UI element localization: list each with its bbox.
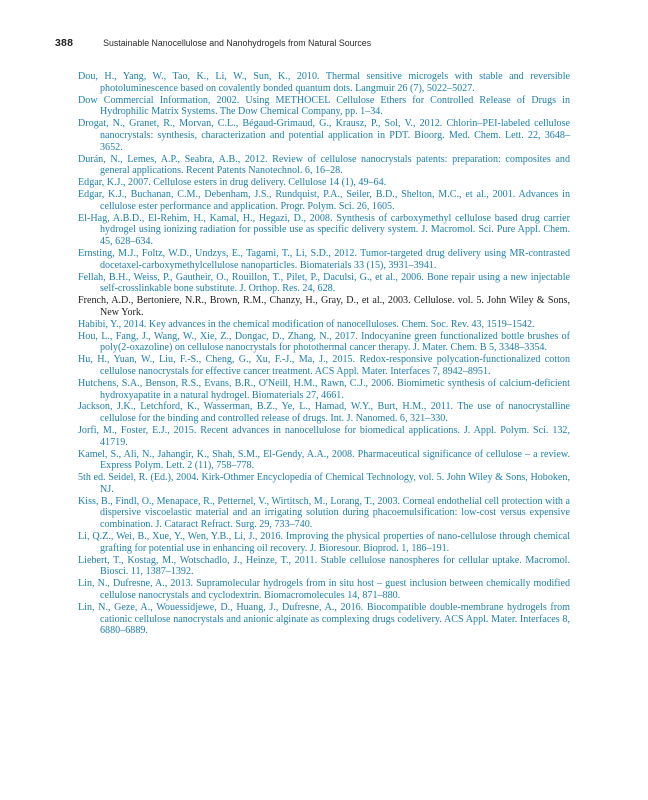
reference-entry[interactable]: Durán, N., Lemes, A.P., Seabra, A.B., 2012. Review of cellulose nanocrystals patents: preparation: composites and general applications. Recent Patents Nanotechnol. 6, 16–28. <box>78 153 570 177</box>
reference-entry[interactable]: Fellah, B.H., Weiss, P., Gautheir, O., Rouillon, T., Pilet, P., Daculsi, G., et al., 2006. Bone repair using a new injectable self-crosslinkable bone substitute. J. Orthop. Res. 24, 628. <box>78 271 570 295</box>
reference-entry[interactable]: Liebert, T., Kostag, M., Wotschadlo, J., Heinze, T., 2011. Stable cellulose nanospheres for cellular uptake. Macromol. Biosci. 11, 1387–1392. <box>78 554 570 578</box>
reference-entry[interactable]: Hu, H., Yuan, W., Liu, F.-S., Cheng, G., Xu, F.-J., Ma, J., 2015. Redox-responsive polycation-functionalized cotton cellulose nanocrystals for effective cancer treatment. ACS Appl. Mater. Interfaces 7, 8942–8951. <box>78 354 570 377</box>
reference-entry: French, A.D., Bertoniere, N.R., Brown, R.M., Chanzy, H., Gray, D., et al., 2003. Cellulose. vol. 5. John Wiley & Sons, New York. <box>78 295 570 318</box>
page-header <box>55 37 588 49</box>
reference-entry[interactable]: Hutchens, S.A., Benson, R.S., Evans, B.R., O'Neill, H.M., Rawn, C.J., 2006. Biomimetic synthesis of calcium-deficient hydroxyapatite in a natural hydrogel. Biomaterials 27, 4661. <box>78 377 570 401</box>
reference-entry[interactable]: Dow Commercial Information, 2002. Using METHOCEL Cellulose Ethers for Controlled Release of Drugs in Hydrophilic Matrix Systems. The Dow Chemical Company, pp. 1–34. <box>78 94 570 118</box>
reference-entry[interactable]: Dou, H., Yang, W., Tao, K., Li, W., Sun, K., 2010. Thermal sensitive microgels with stable and reversible photoluminescence based on covalently bonded quantum dots. Langmuir 26 (7), 5022–5027. <box>78 71 570 94</box>
reference-entry[interactable]: Drogat, N., Granet, R., Morvan, C.L., Bégaud-Grimaud, G., Krausz, P., Sol, V., 2012. Chlorin–PEI-labeled cellulose nanocrystals: synthesis, characterization and potential application in PDT. Bioorg. Med. Chem. Lett. 22, 3648–3652. <box>78 118 570 153</box>
page-number: 388 <box>55 37 74 49</box>
reference-entry[interactable]: Kiss, B., Findl, O., Menapace, R., Petternel, V., Wirtitsch, M., Lorang, T., 2003. Corneal endothelial cell protection with a dispersive viscoelastic material and an irrigating solution during phacoemulsification: low-cost versus expensive combination. J. Cataract Refract. Surg. 29, 733–740. <box>78 495 570 531</box>
reference-entry[interactable]: Jackson, J.K., Letchford, K., Wasserman, B.Z., Ye, L., Hamad, W.Y., Burt, H.M., 2011. The use of nanocrystalline cellulose for the binding and controlled release of drugs. Int. J. Nanomed. 6, 321–330. <box>78 401 570 425</box>
references-list <box>78 71 570 637</box>
reference-entry[interactable]: Jorfi, M., Foster, E.J., 2015. Recent advances in nanocellulose for biomedical applications. J. Appl. Polym. Sci. 132, 41719. <box>78 424 570 448</box>
reference-entry[interactable]: Edgar, K.J., 2007. Cellulose esters in drug delivery. Cellulose 14 (1), 49–64. <box>78 177 387 189</box>
reference-entry[interactable]: Hou, L., Fang, J., Wang, W., Xie, Z., Dongac, D., Zhang, N., 2017. Indocyanine green functionalized bottle brushes of poly(2-oxazoline) on cellulose nanocrystals for photothermal cancer therapy. J. Mater. Chem. B 5, 3348–3354. <box>78 330 570 354</box>
reference-entry[interactable]: Habibi, Y., 2014. Key advances in the chemical modification of nanocelluloses. Chem. Soc. Rev. 43, 1519–1542. <box>78 318 535 330</box>
reference-entry[interactable]: Kamel, S., Ali, N., Jahangir, K., Shah, S.M., El-Gendy, A.A., 2008. Pharmaceutical significance of cellulose – a review. Express Polym. Lett. 2 (11), 758–778. <box>78 448 570 472</box>
reference-entry[interactable]: Lin, N., Dufresne, A., 2013. Supramolecular hydrogels from in situ host – guest inclusion between chemically modified cellulose nanocrystals and cyclodextrin. Biomacromolecules 14, 871–880. <box>78 578 570 602</box>
reference-entry[interactable]: Edgar, K.J., Buchanan, C.M., Debenham, J.S., Rundquist, P.A., Seiler, B.D., Shelton, M.C., et al., 2001. Advances in cellulose ester performance and application. Progr. Polym. Sci. 26, 1605. <box>78 188 570 212</box>
reference-entry[interactable]: 5th ed. Seidel, R. (Ed.), 2004. Kirk-Othmer Encyclopedia of Chemical Technology, vol. 5. John Wiley & Sons, Hoboken, NJ. <box>78 472 570 495</box>
reference-entry[interactable]: El-Hag, A.B.D., El-Rehim, H., Kamal, H., Hegazi, D., 2008. Synthesis of carboxymethyl cellulose based drug carrier hydrogel using ionizing radiation for possible use as specific delivery system. J. Macromol. Sci. Pure Appl. Chem. 45, 628–634. <box>78 212 570 248</box>
reference-entry[interactable]: Li, Q.Z., Wei, B., Xue, Y., Wen, Y.B., Li, J., 2016. Improving the physical properties of nano-cellulose through chemical grafting for potential use in enhancing oil recovery. J. Bioresour. Bioprod. 1, 186–191. <box>78 531 570 554</box>
reference-entry[interactable]: Ernsting, M.J., Foltz, W.D., Undzys, E., Tagami, T., Li, S.D., 2012. Tumor-targeted drug delivery using MR-contrasted docetaxel-carboxymethylcellulose nanoparticles. Biomaterials 33 (15), 3931–3941. <box>78 247 570 271</box>
reference-entry[interactable]: Lin, N., Geze, A., Wouessidjewe, D., Huang, J., Dufresne, A., 2016. Biocompatible double-membrane hydrogels from cationic cellulose nanocrystals and anionic alginate as complexing drugs codelivery. ACS Appl. Mater. Interfaces 8, 6880–6889. <box>78 601 570 637</box>
running-title: Sustainable Nanocellulose and Nanohydrogels from Natural Sources <box>103 38 372 48</box>
